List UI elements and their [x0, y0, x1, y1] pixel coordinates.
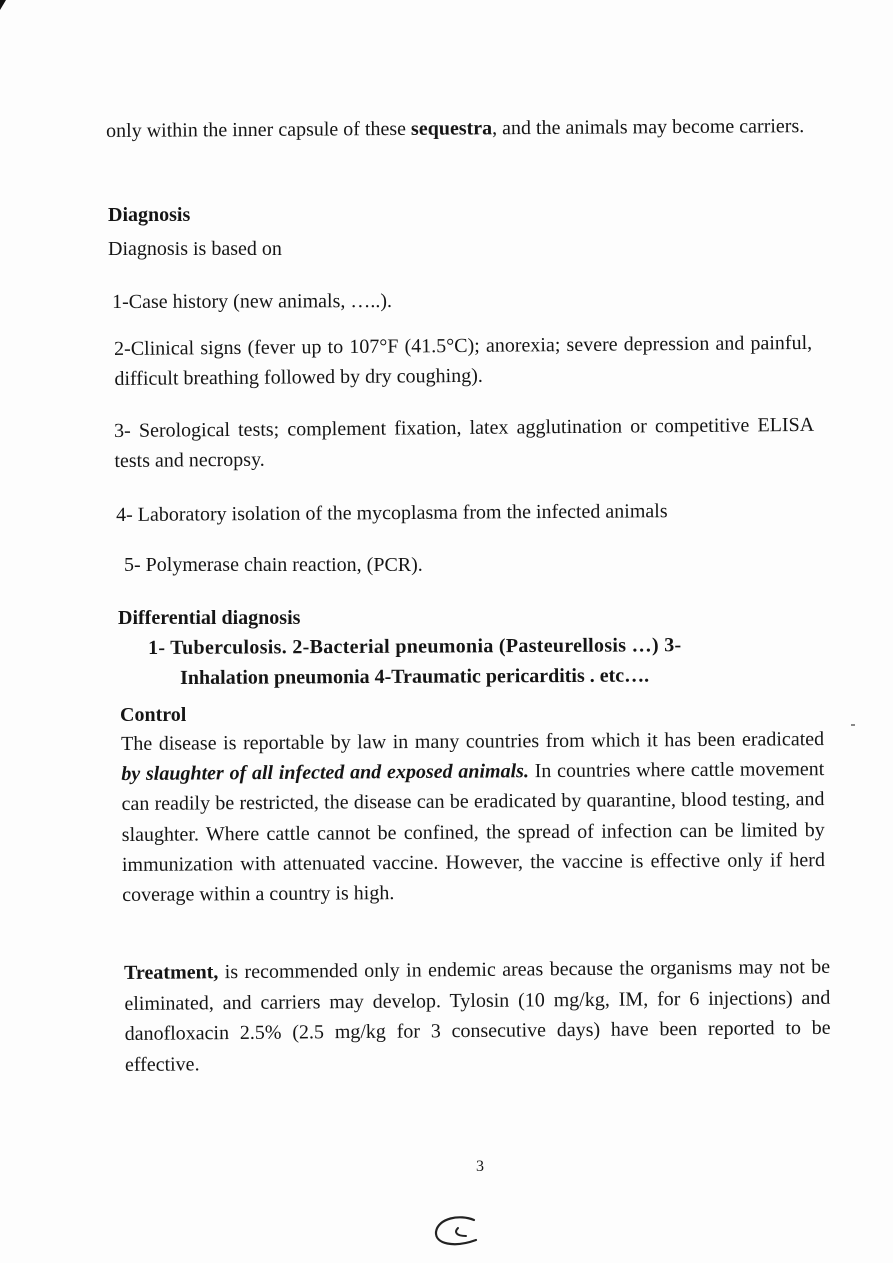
diagnosis-item-2: 2-Clinical signs (fever up to 107°F (41.5°C); anorexia; severe depression and painful, difficult breathing followed by dry coughing). [114, 331, 813, 390]
intro-paragraph [106, 111, 808, 146]
diagnosis-intro: Diagnosis is based on [108, 238, 282, 260]
intro-text-2: , and the animals may become carriers. [492, 115, 805, 140]
diagnosis-item-3: 3- Serological tests; complement fixation, latex agglutination or competitive ELISA tests and necropsy. [114, 413, 815, 472]
differential-line-2: Inhalation pneumonia 4-Traumatic pericarditis . etc…. [180, 664, 650, 689]
intro-text-1: only within the inner capsule of these [106, 117, 412, 142]
control-paragraph [121, 724, 825, 910]
control-heading: Control [120, 704, 187, 726]
treatment-paragraph [124, 952, 831, 1080]
control-text-2: In countries where cattle movement can readily be restricted, the disease can be eradicated by quarantine, blood testing, and slaughter. Where cattle cannot be confined, the spread of infection can be limited by immunization with attenuated vaccine. However, the vaccine is effective only if herd coverage within a country is high. [121, 758, 826, 907]
control-emphasis: by slaughter of all infected and exposed animals. [121, 760, 529, 786]
treatment-lead: Treatment, [124, 961, 219, 984]
scan-speck [851, 724, 855, 726]
diagnosis-item-1: 1-Case history (new animals, …..). [112, 290, 393, 313]
differential-line-1: 1- Tuberculosis. 2-Bacterial pneumonia (Pasteurellosis …) 3- [148, 634, 682, 659]
handwritten-mark-icon [430, 1212, 486, 1252]
page-number: 3 [476, 1158, 484, 1175]
diagnosis-heading: Diagnosis [108, 204, 191, 226]
diagnosis-item-4: 4- Laboratory isolation of the mycoplasma from the infected animals [116, 500, 668, 526]
differential-heading: Differential diagnosis [118, 607, 301, 629]
control-text-1: The disease is reportable by law in many countries from which it has been eradicated [121, 728, 825, 755]
treatment-text: is recommended only in endemic areas because the organisms may not be eliminated, and carriers may develop. Tylosin (10 mg/kg, IM, for 6 injections) and danofloxacin 2.5% (2.5 mg/kg for 3 consecutive days) have been reported to be effective. [124, 955, 831, 1076]
scan-corner-mark [0, 0, 6, 10]
diagnosis-item-5: 5- Polymerase chain reaction, (PCR). [124, 554, 423, 576]
intro-bold-term: sequestra [410, 117, 493, 140]
